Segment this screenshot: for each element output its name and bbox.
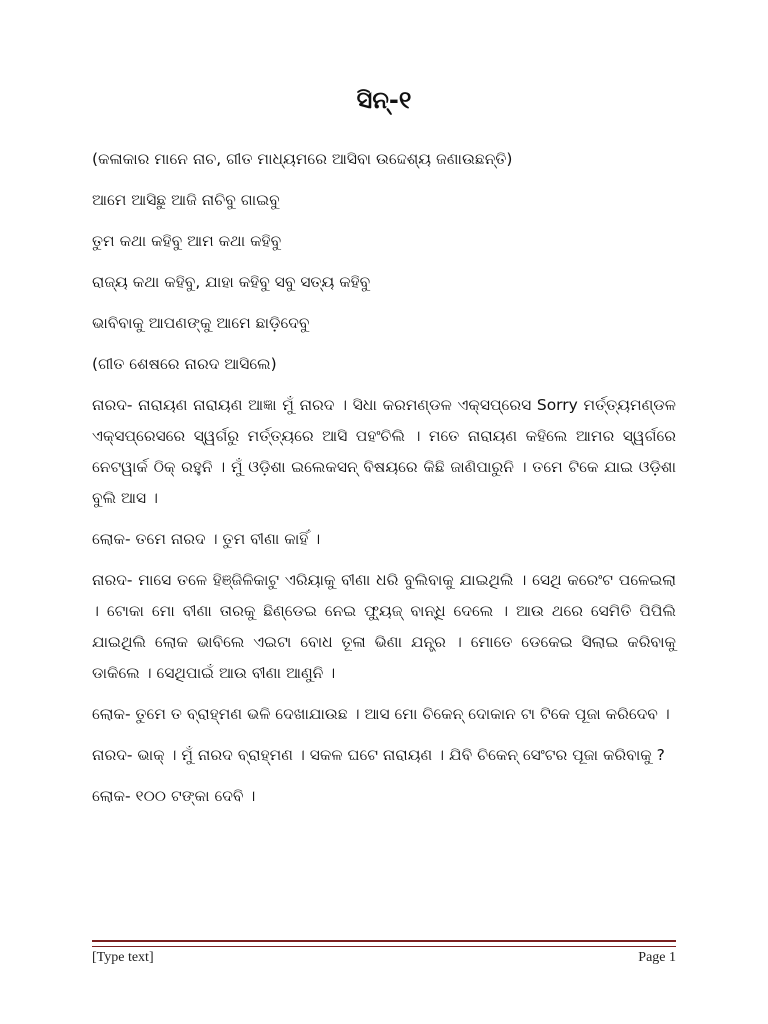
song-line-3: ରାଜ୍ୟ କଥା କହିବୁ, ଯାହା କହିବୁ ସବୁ ସତ୍ୟ କହିବୁ [92,273,371,291]
scene-title: ସିନ୍-୧ [356,86,412,114]
footer-placeholder-text: [Type text] [92,950,154,965]
dialogue-narad-2: ନାରଦ- ମାସେ ତଳେ ହିଞ୍ଜିଳିକାଟୁ ଏରିୟାକୁ ବୀଣା ଧରି ବୁଲିବାକୁ ଯାଇଥିଲି । ସେଥି କରେଂଟ ପଳେଇଲା । ଟୋକା ମୋ ବୀଣା ତାରକୁ ଛିଣ୍ଡେଇ ନେଇ ଫ୍ୟୁଜ୍ ବାନ୍ଧି ଦେଲେ । ଆଉ ଥରେ ସେମିତି ପିପିଲି ଯାଇଥିଲି ଲୋକ ଭାବିଲେ ଏଇଟା ବୋଧ ତୂଳା ଭିଣା ଯନ୍ତ୍ର । ମୋତେ ଡେକେଇ ସିଲାଇ କରିବାକୁ ଡାକିଲେ । ସେଥିପାଇଁ ଆଉ ବୀଣା ଆଣୁନି । [92,571,676,682]
dialogue-narad-1: ନାରଦ- ନାରାୟଣ ନାରାୟଣ ଆଜ୍ଞା ମୁଁ ନାରଦ । ସିଧା କରମଣ୍ଡଳ ଏକ୍ସପ୍ରେସ Sorry ମର୍ତ୍ତ୍ୟମଣ୍ଡଳ ଏକ୍ସପ୍ରେସରେ ସ୍ୱର୍ଗରୁ ମର୍ତ୍ତ୍ୟରେ ଆସି ପହଂଚିଲି । ମତେ ନାରାୟଣ କହିଲେ ଆମର ସ୍ୱର୍ଗରେ ନେଟୱାର୍କ ଠିକ୍ ରହୁନି । ମୁଁ ଓଡ଼ିଶା ଇଲେକସନ୍ ବିଷୟରେ କିଛି ଜାଣିପାରୁନି । ତମେ ଟିକେ ଯାଇ ଓଡ଼ିଶା ବୁଲି ଆସ । [92,396,676,507]
dialogue-lok-2: ଲୋକ- ତୁମେ ତ ବ୍ରାହ୍ମଣ ଭଳି ଦେଖାଯାଉଛ । ଆସ ମୋ ଚିକେନ୍ ଦୋକାନ ଟା ଟିକେ ପୂଜା କରିଦେବ । [92,705,670,723]
stage-direction-intro: (କଳାକାର ମାନେ ନାଚ, ଗୀତ ମାଧ୍ୟମରେ ଆସିବା ଉଦ୍ଦେଶ୍ୟ ଜଣାଉଛନ୍ତି) [92,150,513,168]
page-number: Page 1 [638,950,676,965]
dialogue-narad-3: ନାରଦ- ଭାକ୍ । ମୁଁ ନାରଦ ବ୍ରାହ୍ମଣ । ସକଳ ଘଟେ ନାରାୟଣ । ଯିବି ଚିକେନ୍ ସେଂଟର ପୂଜା କରିବାକୁ ? [92,746,665,764]
page-content [92,84,676,822]
footer-rule [92,940,676,947]
stage-direction-narad-enters: (ଗୀତ ଶେଷରେ ନାରଦ ଆସିଲେ) [92,355,277,373]
song-line-1: ଆମେ ଆସିଛୁ ଆଜି ନାଚିବୁ ଗାଇବୁ [92,191,280,209]
dialogue-lok-1: ଲୋକ- ତମେ ନାରଦ । ତୁମ ବୀଣା କାହିଁ । [92,530,321,548]
dialogue-lok-3: ଲୋକ- ୧୦୦ ଟଙ୍କା ଦେବି । [92,787,256,805]
song-line-2: ତୁମ କଥା କହିବୁ ଆମ କଥା କହିବୁ [92,232,282,250]
song-line-4: ଭାବିବାକୁ ଆପଣଙ୍କୁ ଆମେ ଛାଡ଼ିଦେବୁ [92,314,310,332]
